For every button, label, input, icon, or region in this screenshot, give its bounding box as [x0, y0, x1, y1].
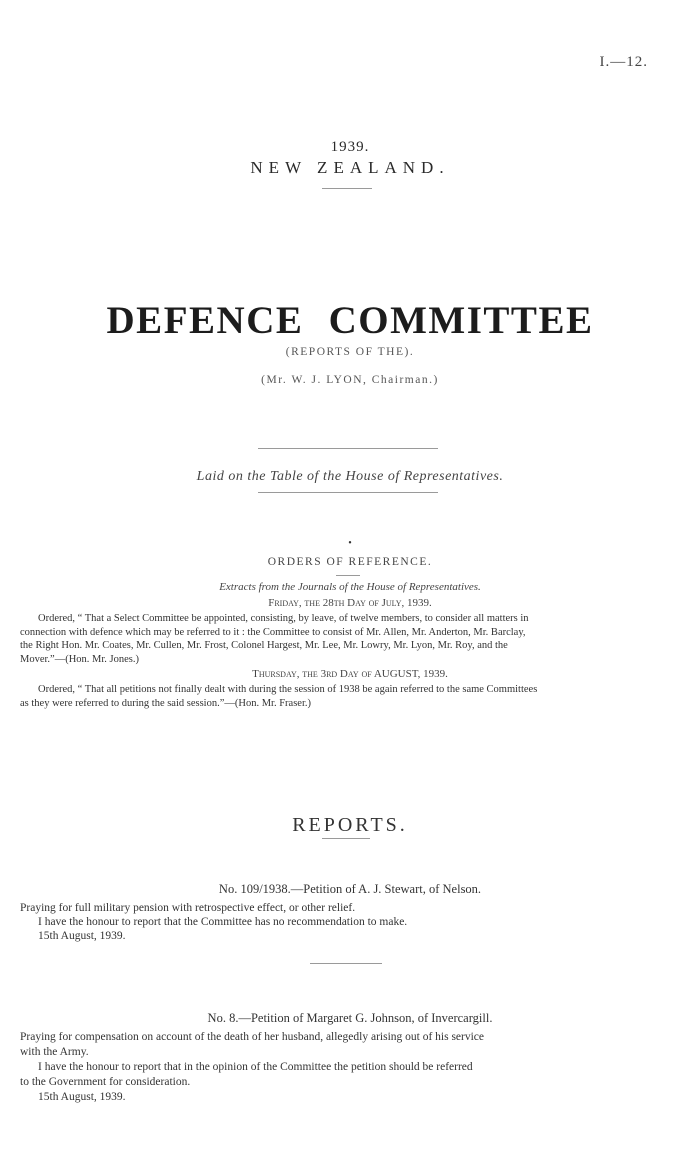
orders-extracts: Extracts from the Journals of the House of Representatives. [219, 581, 481, 593]
text-line: to the Government for consideration. [20, 1076, 191, 1088]
text-line: connection with defence which may be referred to it : the Committee to consist of Mr. Allen, Mr. Anderton, Mr. Barclay, [20, 626, 526, 638]
text-line: as they were referred to during the said session.”—(Hon. Mr. Fraser.) [20, 697, 312, 709]
year: 1939. [330, 139, 370, 155]
text-line: I have the honour to report that the Committee has no recommendation to make. [38, 916, 408, 928]
text-line: Ordered, “ That a Select Committee be appointed, consisting, by leave, of twelve members, to consider all matters in [38, 613, 529, 624]
text-line: 15th August, 1939. [38, 930, 126, 942]
petition1-body [20, 901, 690, 943]
text-line: 15th August, 1939. [38, 1091, 126, 1103]
page-title: DEFENCE COMMITTEE [106, 299, 594, 342]
text-line: Praying for compensation on account of the death of her husband, allegedly arising out of his service [20, 1031, 485, 1043]
text-line: Praying for full military pension with retrospective effect, or other relief. [20, 902, 356, 914]
divider [322, 188, 372, 189]
dot-ornament: • [348, 538, 352, 549]
text-line: with the Army. [20, 1046, 89, 1058]
petition2-body [20, 1030, 690, 1105]
order2-text [20, 683, 690, 710]
text-line: I have the honour to report that in the opinion of the Committee the petition should be referred [38, 1061, 473, 1073]
text-line: the Right Hon. Mr. Coates, Mr. Cullen, Mr. Frost, Colonel Hargest, Mr. Lee, Mr. Lowry, Mr. Lyon, Mr. Roy, and the [20, 640, 508, 651]
order1-date: Friday, the 28th Day of July, 1939. [268, 597, 432, 609]
reports-heading: REPORTS. [292, 814, 408, 836]
divider [310, 963, 382, 964]
orders-heading: ORDERS OF REFERENCE. [267, 556, 433, 568]
text-line: Ordered, “ That all petitions not finally dealt with during the session of 1938 be again referred to the same Committees [38, 684, 538, 695]
order1-text [20, 612, 690, 666]
divider [336, 575, 360, 576]
chairman-line: (Mr. W. J. LYON, Chairman.) [261, 374, 439, 386]
text-line: Mover.”—(Hon. Mr. Jones.) [20, 653, 139, 665]
subtitle: (REPORTS OF THE). [285, 346, 415, 358]
country-heading: NEW ZEALAND. [250, 158, 450, 177]
divider [258, 448, 438, 449]
divider [258, 492, 438, 493]
petition1-heading: No. 109/1938.—Petition of A. J. Stewart, of Nelson. [218, 882, 482, 896]
order2-date: Thursday, the 3rd Day of AUGUST, 1939. [252, 668, 448, 680]
divider [322, 838, 370, 839]
petition2-heading: No. 8.—Petition of Margaret G. Johnson, of Invercargill. [207, 1011, 493, 1025]
page-reference: I.—12. [599, 54, 648, 70]
laid-on-table: Laid on the Table of the House of Representatives. [196, 469, 504, 484]
